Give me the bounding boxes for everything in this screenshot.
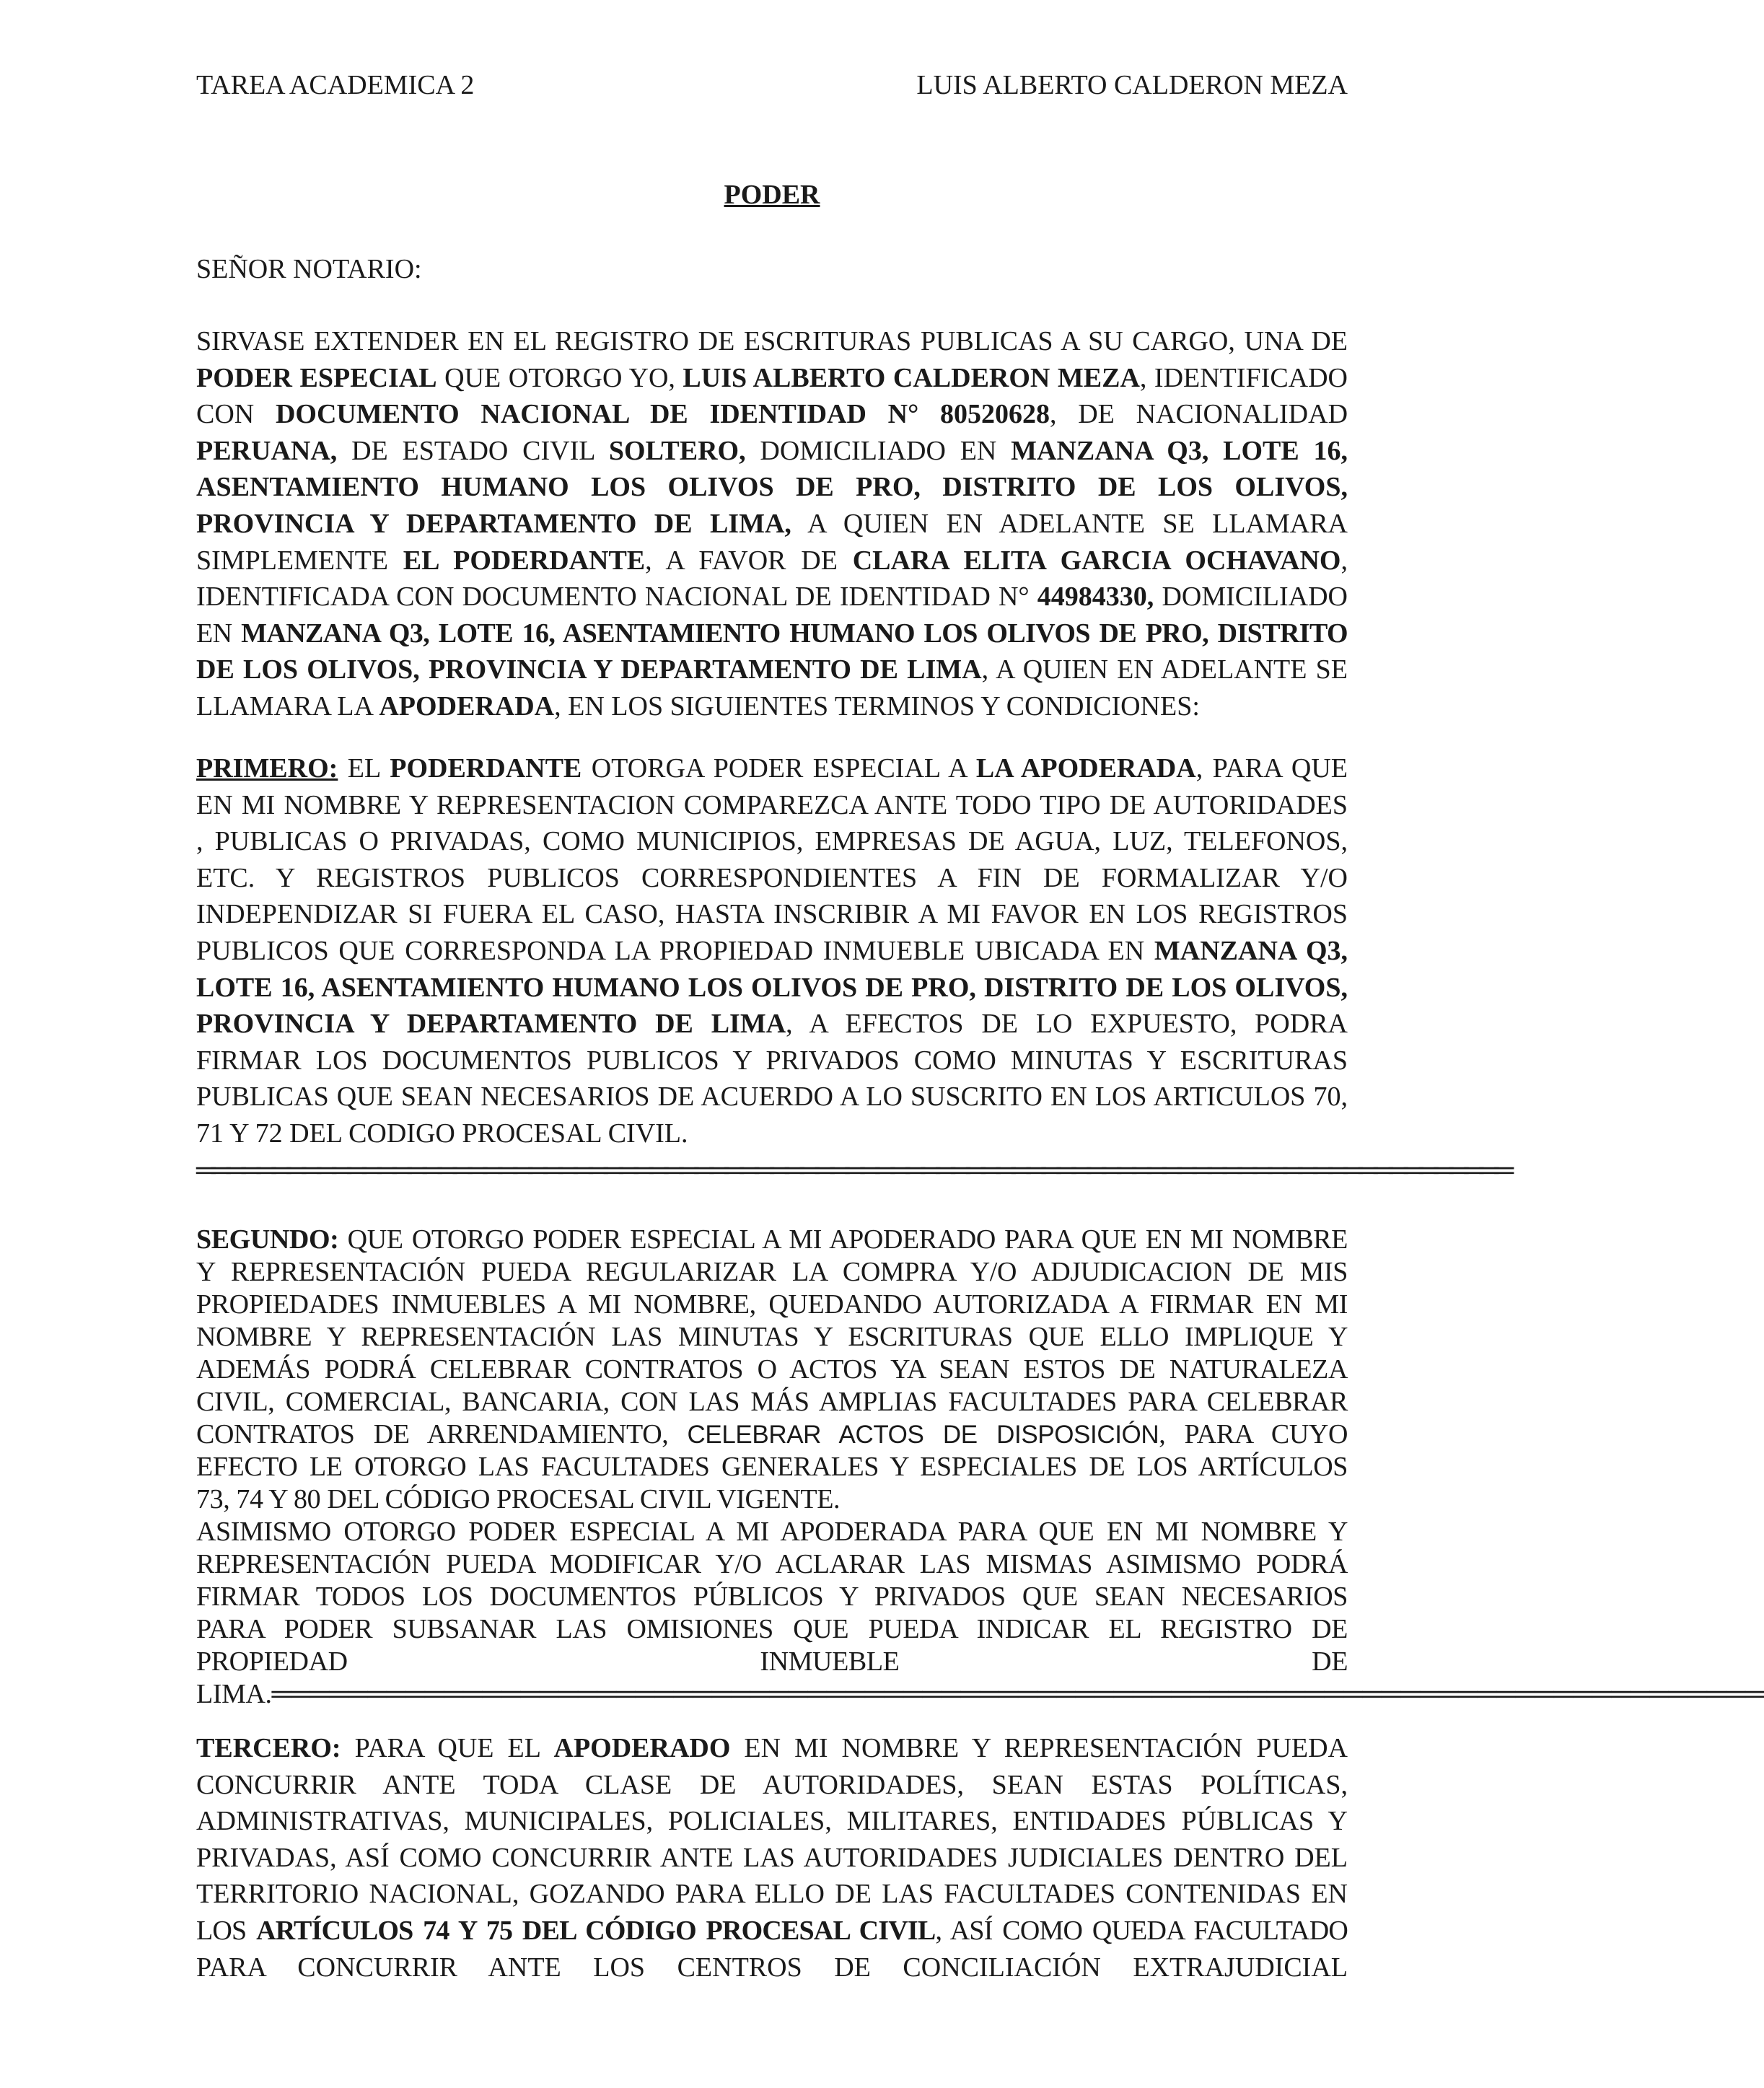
- text-run: A QUIEN EN ADELANTE SE LLAMARA: [791, 508, 1348, 539]
- text-run: , PARA CUYO: [1159, 1419, 1348, 1449]
- text-run: MANZANA Q3, LOTE 16, ASENTAMIENTO HUMANO LOS OLIVOS DE PRO, DISTRITO: [241, 618, 1348, 649]
- clause-line: PROPIEDAD INMUEBLE DE: [196, 1646, 1348, 1677]
- text-run: MANZANA Q3, LOTE 16,: [1011, 435, 1348, 466]
- text-run: EL PODERDANTE: [403, 545, 646, 576]
- intro-line: [196, 396, 1348, 433]
- document-title: PODER: [724, 180, 820, 210]
- clause-line: [196, 1006, 1348, 1043]
- text-run: APODERADO: [553, 1733, 731, 1763]
- text-run: PROVINCIA Y DEPARTAMENTO DE LIMA: [196, 1009, 786, 1040]
- clause-line: [196, 933, 1348, 970]
- clause-line: EN MI NOMBRE Y REPRESENTACION COMPAREZCA ANTE TODO TIPO DE AUTORIDADES: [196, 789, 1348, 820]
- text-run: , EN LOS SIGUIENTES TERMINOS Y CONDICIONES:: [554, 690, 1200, 721]
- clause-line: 71 Y 72 DEL CODIGO PROCESAL CIVIL.: [196, 1118, 688, 1149]
- text-run: PERUANA,: [196, 435, 338, 466]
- text-run: PODERDANTE: [390, 753, 582, 784]
- clause-line: PUBLICAS QUE SEAN NECESARIOS DE ACUERDO A LO SUSCRITO EN LOS ARTICULOS 70,: [196, 1082, 1348, 1113]
- clause-line: REPRESENTACIÓN PUEDA MODIFICAR Y/O ACLARAR LAS MISMAS ASIMISMO PODRÁ: [196, 1549, 1348, 1579]
- intro-line: ASENTAMIENTO HUMANO LOS OLIVOS DE PRO, DISTRITO DE LOS OLIVOS,: [196, 472, 1348, 503]
- clause-line: CONCURRIR ANTE TODA CLASE DE AUTORIDADES, SEAN ESTAS POLÍTICAS,: [196, 1769, 1348, 1800]
- clause-line: PROPIEDADES INMUEBLES A MI NOMBRE, QUEDANDO AUTORIZADA A FIRMAR EN MI: [196, 1289, 1348, 1320]
- intro-line: [196, 579, 1348, 615]
- clause-line: ETC. Y REGISTROS PUBLICOS CORRESPONDIENTES A FIN DE FORMALIZAR Y/O: [196, 862, 1348, 893]
- header-course: TAREA ACADEMICA 2: [196, 70, 475, 100]
- text-run: PODER ESPECIAL: [196, 362, 437, 393]
- text-run: CONTRATOS DE ARRENDAMIENTO,: [196, 1419, 688, 1449]
- clause-line: TERRITORIO NACIONAL, GOZANDO PARA ELLO DE LAS FACULTADES CONTENIDAS EN: [196, 1879, 1348, 1910]
- text-run: SIMPLEMENTE: [196, 545, 403, 576]
- clause-heading: PRIMERO:: [196, 753, 338, 784]
- intro-line: [196, 688, 1348, 725]
- intro-line: [196, 652, 1348, 688]
- text-run: , IDENTIFICADO: [1139, 362, 1348, 393]
- clause-line: PRIVADAS, ASÍ COMO CONCURRIR ANTE LAS AUTORIDADES JUDICIALES DENTRO DEL: [196, 1842, 1348, 1873]
- text-run: MANZANA Q3,: [1154, 935, 1348, 966]
- salutation-line: SEÑOR NOTARIO:: [196, 254, 422, 284]
- clause-line: , PUBLICAS O PRIVADAS, COMO MUNICIPIOS, EMPRESAS DE AGUA, LUZ, TELEFONOS,: [196, 826, 1348, 857]
- text-run: 44984330,: [1037, 582, 1154, 613]
- text-run: APODERADA: [379, 690, 555, 721]
- text-run: DE LOS OLIVOS, PROVINCIA Y DEPARTAMENTO DE LIMA: [196, 654, 982, 685]
- clause-line: FIRMAR LOS DOCUMENTOS PUBLICOS Y PRIVADOS COMO MINUTAS Y ESCRITURAS: [196, 1045, 1348, 1076]
- text-run: , A EFECTOS DE LO EXPUESTO, PODRA: [786, 1009, 1348, 1040]
- text-run: CON: [196, 399, 276, 430]
- clause-line: ASIMISMO OTORGO PODER ESPECIAL A MI APODERADA PARA QUE EN MI NOMBRE Y: [196, 1517, 1348, 1547]
- text-run: LOS: [196, 1915, 257, 1946]
- text-run: PARA QUE EL: [341, 1733, 554, 1763]
- text-run: LA APODERADA: [975, 753, 1196, 784]
- text-run: IDENTIFICADA CON DOCUMENTO NACIONAL DE IDENTIDAD N°: [196, 582, 1037, 613]
- clause-tercero: [196, 1730, 1348, 1986]
- text-run: LUIS ALBERTO CALDERON MEZA: [683, 362, 1140, 393]
- text-run: EN MI NOMBRE Y REPRESENTACIÓN PUEDA: [730, 1733, 1348, 1763]
- clause-line: INDEPENDIZAR SI FUERA EL CASO, HASTA INSCRIBIR A MI FAVOR EN LOS REGISTROS: [196, 899, 1348, 930]
- text-run: DOMICILIADO EN: [745, 435, 1012, 466]
- clause-line: FIRMAR TODOS LOS DOCUMENTOS PÚBLICOS Y PRIVADOS QUE SEAN NECESARIOS: [196, 1582, 1348, 1612]
- text-run: EN: [196, 618, 242, 649]
- text-run: PROVINCIA Y DEPARTAMENTO DE LIMA,: [196, 508, 791, 539]
- text-run: DOMICILIADO: [1154, 582, 1348, 613]
- salutation: [196, 251, 1348, 288]
- clause-line: NOMBRE Y REPRESENTACIÓN LAS MINUTAS Y ESCRITURAS QUE ELLO IMPLIQUE Y: [196, 1322, 1348, 1352]
- text-run: QUE OTORGO PODER ESPECIAL A MI APODERADO PARA QUE EN MI NOMBRE: [338, 1224, 1348, 1255]
- intro-line: [196, 543, 1348, 579]
- clause-line: [196, 1418, 1348, 1451]
- text-run: PUBLICOS QUE CORRESPONDA LA PROPIEDAD INMUEBLE UBICADA EN: [196, 935, 1154, 966]
- intro-line: [196, 433, 1348, 470]
- clause-line: ADMINISTRATIVAS, MUNICIPALES, POLICIALES, MILITARES, ENTIDADES PÚBLICAS Y: [196, 1806, 1348, 1837]
- intro-line: SIRVASE EXTENDER EN EL REGISTRO DE ESCRITURAS PUBLICAS A SU CARGO, UNA DE: [196, 326, 1348, 356]
- text-run: , DE NACIONALIDAD: [1050, 399, 1348, 430]
- text-run: EL: [338, 753, 390, 784]
- intro-paragraph: [196, 323, 1348, 725]
- clause-line: ADEMÁS PODRÁ CELEBRAR CONTRATOS O ACTOS YA SEAN ESTOS DE NATURALEZA: [196, 1354, 1348, 1385]
- text-run: CLARA ELITA GARCIA OCHAVANO: [852, 545, 1341, 576]
- text-run: LLAMARA LA: [196, 690, 379, 721]
- clause-line: [196, 1730, 1348, 1767]
- clause-line: PARA CONCURRIR ANTE LOS CENTROS DE CONCILIACIÓN EXTRAJUDICIAL: [196, 1952, 1348, 1983]
- clause-line: [196, 1913, 1348, 1949]
- text-run: ,: [1340, 545, 1348, 576]
- text-run: , PARA QUE: [1195, 753, 1348, 784]
- clause-segundo: [196, 1224, 1764, 1711]
- text-run: CELEBRAR ACTOS DE DISPOSICIÓN: [687, 1421, 1159, 1449]
- clause-line: 73, 74 Y 80 DEL CÓDIGO PROCESAL CIVIL VIGENTE.: [196, 1484, 841, 1514]
- text-run: , A FAVOR DE: [645, 545, 853, 576]
- clause-line: [196, 1224, 1348, 1256]
- intro-line: [196, 506, 1348, 543]
- separator-line: ═══════════════════════════════════════════════════════════════════════════════════════: [196, 1154, 1510, 1185]
- text-run: OTORGA PODER ESPECIAL A: [582, 753, 976, 784]
- clause-line: LIMA.══════════════════════════════════════════════════════════════════════════════: [196, 1679, 1764, 1709]
- text-run: , ASÍ COMO QUEDA FACULTADO: [935, 1915, 1348, 1946]
- clause-heading: SEGUNDO:: [196, 1224, 339, 1255]
- clause-line: [196, 750, 1348, 787]
- clause-line: CIVIL, COMERCIAL, BANCARIA, CON LAS MÁS AMPLIAS FACULTADES PARA CELEBRAR: [196, 1387, 1348, 1417]
- clause-line: EFECTO LE OTORGO LAS FACULTADES GENERALES Y ESPECIALES DE LOS ARTÍCULOS: [196, 1452, 1348, 1482]
- text-run: DE ESTADO CIVIL: [337, 435, 609, 466]
- intro-line: [196, 360, 1348, 397]
- intro-line: [196, 615, 1348, 652]
- clause-line: PARA PODER SUBSANAR LAS OMISIONES QUE PUEDA INDICAR EL REGISTRO DE: [196, 1614, 1348, 1644]
- text-run: QUE OTORGO YO,: [436, 362, 683, 393]
- header-author: LUIS ALBERTO CALDERON MEZA: [916, 70, 1348, 100]
- clause-heading: TERCERO:: [196, 1733, 341, 1763]
- text-run: SOLTERO,: [608, 435, 746, 466]
- clause-line: Y REPRESENTACIÓN PUEDA REGULARIZAR LA COMPRA Y/O ADJUDICACION DE MIS: [196, 1257, 1348, 1287]
- text-run: DOCUMENTO NACIONAL DE IDENTIDAD N° 80520628: [275, 399, 1050, 430]
- text-run: , A QUIEN EN ADELANTE SE: [981, 654, 1348, 685]
- text-run: ARTÍCULOS 74 Y 75 DEL CÓDIGO PROCESAL CIVIL: [256, 1915, 936, 1946]
- clause-line: LOTE 16, ASENTAMIENTO HUMANO LOS OLIVOS DE PRO, DISTRITO DE LOS OLIVOS,: [196, 972, 1348, 1003]
- clause-primero: [196, 750, 1510, 1188]
